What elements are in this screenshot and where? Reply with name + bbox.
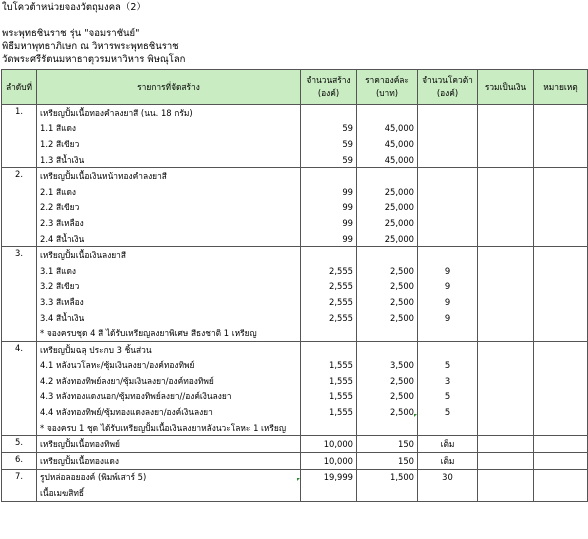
price-cell: 2,500 (357, 389, 418, 405)
row-number (2, 294, 37, 310)
row-number: 3. (2, 247, 37, 263)
price-cell: 25,000 (357, 200, 418, 216)
empty-cell (301, 325, 357, 341)
quota-cell (418, 152, 478, 168)
row-number (2, 358, 37, 374)
table-header-row (2, 70, 588, 105)
row-number (2, 136, 37, 152)
note-cell (534, 247, 588, 263)
price-cell: 25,000 (357, 231, 418, 247)
item-name: 1.2 สีเขียว (37, 136, 301, 152)
total-cell (478, 247, 534, 263)
total-cell (478, 263, 534, 279)
quota-cell (418, 215, 478, 231)
row-number (2, 263, 37, 279)
price-cell: 25,000 (357, 184, 418, 200)
empty-cell (357, 485, 418, 501)
quota-cell (418, 200, 478, 216)
note-cell (534, 168, 588, 184)
col-header-price: ราคาองค์ละ (บาท) (357, 70, 418, 105)
note-cell (534, 231, 588, 247)
empty-cell (534, 420, 588, 436)
total-cell (478, 389, 534, 405)
item-name: 1.1 สีแดง (37, 121, 301, 137)
qty-cell: 2,555 (301, 263, 357, 279)
table-row (2, 325, 588, 341)
empty-cell (478, 485, 534, 501)
qty-cell: 10,000 (301, 436, 357, 453)
note-cell (534, 215, 588, 231)
quota-cell: เต็ม (418, 453, 478, 470)
total-cell (478, 152, 534, 168)
item-name: 4.3 หลังทองแดงนอก/ซุ้มทองทิพย์ลงยา//องค์เงินลงยา (37, 389, 301, 405)
table-row (2, 263, 588, 279)
item-name: 1.3 สีน้ำเงิน (37, 152, 301, 168)
price-cell: 150 (357, 453, 418, 470)
note-cell (534, 152, 588, 168)
item-name: 4.4 หลังทองทิพย์/ซุ้มทองแดงลงยา/องค์เงินลงยา (37, 404, 301, 420)
doc-title: ใบโควต้าหน่วยจองวัตถุมงคล（2） (2, 2, 146, 13)
qty-cell: 2,555 (301, 294, 357, 310)
table-row (2, 389, 588, 405)
doc-subtitle-1: พระพุทธชินราช รุ่น "จอมราชันย์" (2, 28, 140, 39)
col-header-qty: จำนวนสร้าง (องค์) (301, 70, 357, 105)
table-row (2, 404, 588, 420)
total-cell (478, 121, 534, 137)
note-cell (534, 373, 588, 389)
total-cell (478, 404, 534, 420)
quota-cell: 9 (418, 279, 478, 295)
row-number: 5. (2, 436, 37, 453)
table-row (2, 168, 588, 184)
note-cell (534, 105, 588, 121)
doc-subtitle-2: พิธีมหาพุทธาภิเษก ณ วิหารพระพุทธชินราช (2, 41, 179, 52)
row-number (2, 373, 37, 389)
empty-cell (478, 325, 534, 341)
price-cell: 2,500 (357, 279, 418, 295)
item-name: 3.3 สีเหลือง (37, 294, 301, 310)
quota-cell: 9 (418, 310, 478, 326)
quota-cell: 5 (418, 358, 478, 374)
item-name: 4.1 หลังนวโลหะ/ซุ้มเงินลงยา/องค์ทองทิพย์ (37, 358, 301, 374)
qty-cell: 2,555 (301, 310, 357, 326)
row-number (2, 404, 37, 420)
total-cell (478, 453, 534, 470)
document-header (2, 0, 582, 66)
price-cell: 45,000 (357, 152, 418, 168)
note-cell (534, 121, 588, 137)
note-cell (534, 184, 588, 200)
quota-cell: เต็ม (418, 436, 478, 453)
empty-cell (357, 325, 418, 341)
row-number (2, 420, 37, 436)
note-cell (534, 389, 588, 405)
price-cell: 25,000 (357, 215, 418, 231)
note-cell (534, 358, 588, 374)
item-group-title: เหรียญปั้มเนื้อทองแดง (37, 453, 301, 470)
quota-cell: 9 (418, 294, 478, 310)
price-cell (357, 341, 418, 357)
price-cell: 45,000 (357, 121, 418, 137)
qty-cell: 99 (301, 184, 357, 200)
price-cell: 2,500 (357, 263, 418, 279)
quota-cell: 5 (418, 404, 478, 420)
row-number: 4. (2, 341, 37, 357)
total-cell (478, 294, 534, 310)
qty-cell: 2,555 (301, 279, 357, 295)
empty-cell (534, 485, 588, 501)
price-cell: 2,500 (357, 373, 418, 389)
note-cell (534, 341, 588, 357)
qty-cell (301, 247, 357, 263)
qty-cell: 10,000 (301, 453, 357, 470)
quota-cell: 5 (418, 389, 478, 405)
table-body (2, 105, 588, 502)
quota-cell (418, 231, 478, 247)
empty-cell (418, 420, 478, 436)
empty-cell (418, 325, 478, 341)
item-group-title: เหรียญปั้มเนื้อเงินลงยาสี (37, 247, 301, 263)
table-row (2, 310, 588, 326)
qty-cell: 19,999 (301, 469, 357, 485)
total-cell (478, 341, 534, 357)
qty-cell: 59 (301, 152, 357, 168)
row-number (2, 310, 37, 326)
qty-cell: 99 (301, 200, 357, 216)
empty-cell (357, 420, 418, 436)
total-cell (478, 231, 534, 247)
qty-cell: 1,555 (301, 373, 357, 389)
col-header-item: รายการที่จัดสร้าง (37, 70, 301, 105)
total-cell (478, 373, 534, 389)
item-material: เนื้อเมฆสิทธิ์ (37, 485, 301, 501)
item-group-title: เหรียญปั้มเนื้อทองคำลงยาสี (นน. 18 กรัม) (37, 105, 301, 121)
qty-cell: 1,555 (301, 404, 357, 420)
row-number (2, 279, 37, 295)
quota-cell (418, 168, 478, 184)
row-number (2, 215, 37, 231)
quota-cell: 30 (418, 469, 478, 485)
total-cell (478, 436, 534, 453)
table-row (2, 420, 588, 436)
empty-cell (301, 485, 357, 501)
bonus-note: * จองครบ 1 ชุด ได้รับเหรียญปั้มเนื้อเงินลงยาหลังนวะโลหะ 1 เหรียญ (37, 420, 301, 436)
empty-cell (301, 420, 357, 436)
table-row (2, 136, 588, 152)
note-cell (534, 263, 588, 279)
col-header-total: รวมเป็นเงิน (478, 70, 534, 105)
table-row (2, 121, 588, 137)
row-number (2, 184, 37, 200)
qty-cell: 1,555 (301, 358, 357, 374)
quota-cell (418, 105, 478, 121)
total-cell (478, 184, 534, 200)
item-name: 3.4 สีน้ำเงิน (37, 310, 301, 326)
col-header-quota: จำนวนโควต้า (องค์) (418, 70, 478, 105)
qty-cell: 59 (301, 136, 357, 152)
row-number (2, 231, 37, 247)
note-cell (534, 294, 588, 310)
total-cell (478, 136, 534, 152)
quota-table (1, 69, 588, 502)
item-name: 4.2 หลังทองทิพย์ลงยา/ซุ้มเงินลงยา/องค์ทองทิพย์ (37, 373, 301, 389)
qty-cell (301, 341, 357, 357)
col-header-no: ลำดับที่ (2, 70, 37, 105)
item-group-title: เหรียญปั้มฉลุ ประกบ 3 ชิ้นส่วน (37, 341, 301, 357)
table-row (2, 105, 588, 121)
table-row (2, 247, 588, 263)
quota-cell: 9 (418, 263, 478, 279)
price-cell: 2,500 (357, 404, 418, 420)
row-number (2, 485, 37, 501)
price-cell: 150 (357, 436, 418, 453)
col-header-note: หมายเหตุ (534, 70, 588, 105)
row-number (2, 325, 37, 341)
item-name: 3.2 สีเขียว (37, 279, 301, 295)
qty-cell (301, 168, 357, 184)
note-cell (534, 436, 588, 453)
qty-cell: 99 (301, 231, 357, 247)
price-cell: 1,500 (357, 469, 418, 485)
table-row (2, 341, 588, 357)
total-cell (478, 200, 534, 216)
price-cell: 45,000 (357, 136, 418, 152)
note-cell (534, 453, 588, 470)
item-name: 2.1 สีแดง (37, 184, 301, 200)
item-name: 3.1 สีแดง (37, 263, 301, 279)
item-group-title: เหรียญปั้มเนื้อเงินหน้าทองคำลงยาสี (37, 168, 301, 184)
table-row (2, 485, 588, 501)
total-cell (478, 310, 534, 326)
qty-cell (301, 105, 357, 121)
price-cell (357, 247, 418, 263)
quota-cell (418, 184, 478, 200)
empty-cell (418, 485, 478, 501)
table-row (2, 453, 588, 470)
total-cell (478, 358, 534, 374)
row-number: 7. (2, 469, 37, 485)
note-cell (534, 200, 588, 216)
total-cell (478, 168, 534, 184)
item-name: 2.3 สีเหลือง (37, 215, 301, 231)
price-cell: 2,500 (357, 310, 418, 326)
quota-cell: 3 (418, 373, 478, 389)
quota-cell (418, 247, 478, 263)
price-cell (357, 105, 418, 121)
row-number (2, 200, 37, 216)
qty-cell: 1,555 (301, 389, 357, 405)
qty-cell: 59 (301, 121, 357, 137)
cell-comment-marker (297, 478, 300, 481)
row-number (2, 389, 37, 405)
price-cell (357, 168, 418, 184)
row-number (2, 121, 37, 137)
note-cell (534, 310, 588, 326)
table-row (2, 436, 588, 453)
row-number: 1. (2, 105, 37, 121)
row-number: 6. (2, 453, 37, 470)
table-row (2, 200, 588, 216)
row-number: 2. (2, 168, 37, 184)
table-row (2, 294, 588, 310)
price-cell: 2,500 (357, 294, 418, 310)
table-row (2, 184, 588, 200)
total-cell (478, 215, 534, 231)
table-row (2, 152, 588, 168)
item-name: 2.2 สีเขียว (37, 200, 301, 216)
quota-cell (418, 341, 478, 357)
empty-cell (478, 420, 534, 436)
total-cell (478, 105, 534, 121)
table-row (2, 215, 588, 231)
qty-cell: 99 (301, 215, 357, 231)
bonus-note: * จองครบชุด 4 สี ได้รับเหรียญลงยาพิเศษ สีธงชาติ 1 เหรียญ (37, 325, 301, 341)
note-cell (534, 469, 588, 485)
table-row (2, 373, 588, 389)
item-group-title: รูปหล่อลอยองค์ (พิมพ์เสาร์ 5) (37, 469, 301, 485)
quota-cell (418, 136, 478, 152)
price-cell: 3,500 (357, 358, 418, 374)
item-name: 2.4 สีน้ำเงิน (37, 231, 301, 247)
table-row (2, 231, 588, 247)
doc-subtitle-3: วัดพระศรีรัตนมหาธาตุวรมหาวิหาร พิษณุโลก (2, 54, 186, 65)
table-row (2, 469, 588, 485)
note-cell (534, 404, 588, 420)
total-cell (478, 469, 534, 485)
row-number (2, 152, 37, 168)
table-row (2, 358, 588, 374)
table-row (2, 279, 588, 295)
note-cell (534, 136, 588, 152)
empty-cell (534, 325, 588, 341)
quota-cell (418, 121, 478, 137)
note-cell (534, 279, 588, 295)
item-group-title: เหรียญปั้มเนื้อทองทิพย์ (37, 436, 301, 453)
cell-comment-marker (414, 414, 417, 417)
total-cell (478, 279, 534, 295)
